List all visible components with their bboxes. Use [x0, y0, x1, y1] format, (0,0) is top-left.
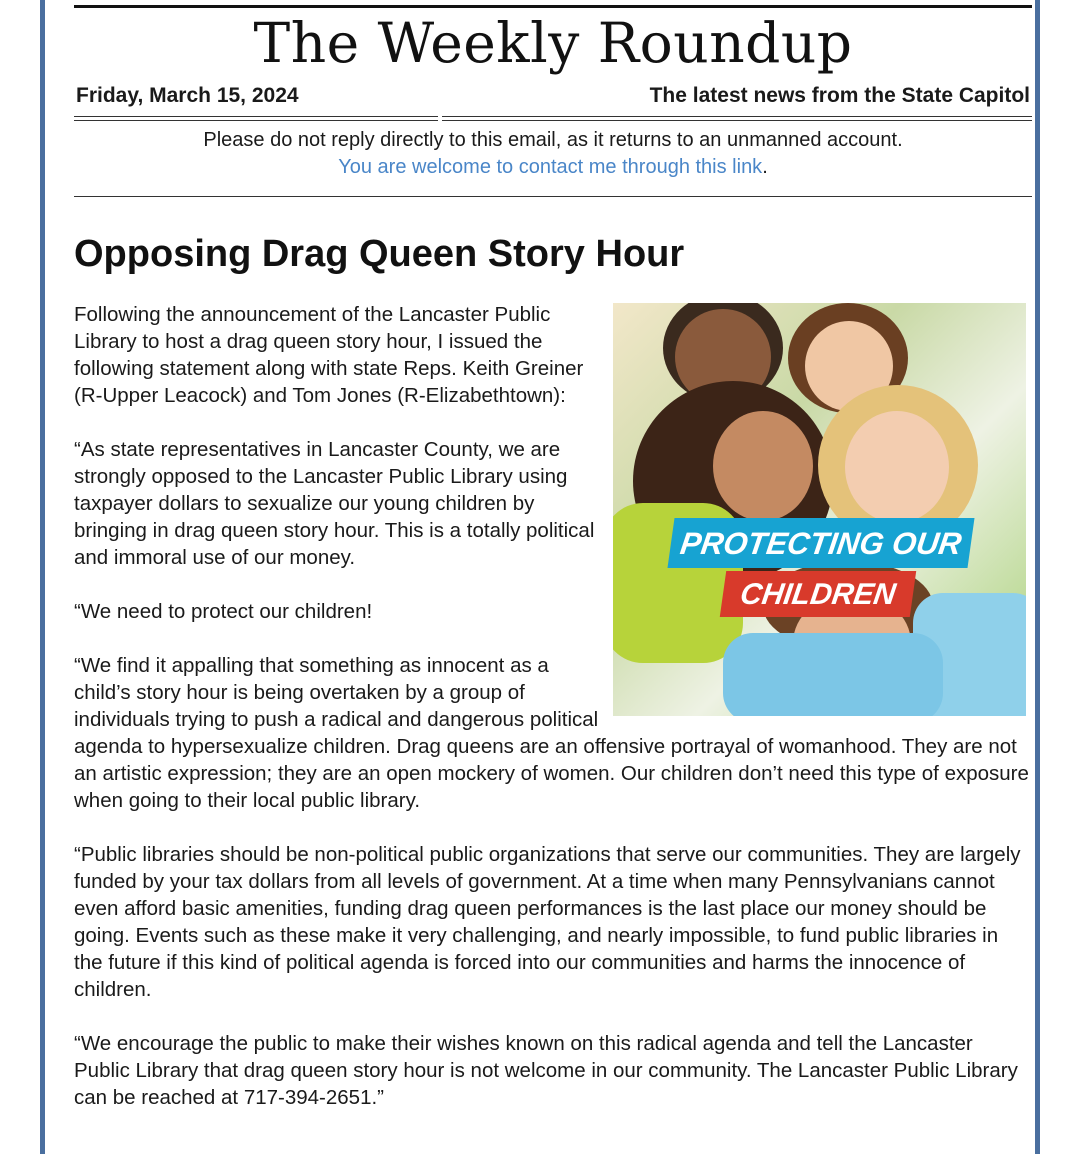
- paragraph-2: “As state representatives in Lancaster County, we are strongly opposed to the Lancaster Public Library using taxpayer dollars to sexualize our young children by bringing in drag queen story hour. This is a totally political and immoral use of our money.: [74, 438, 595, 570]
- newsletter-sheet: [74, 0, 1032, 1138]
- banner-children: CHILDREN: [720, 571, 916, 617]
- section-divider: [74, 196, 1032, 197]
- paragraph-4: “We find it appalling that something as innocent as a child’s story hour is being overtaken by a group of individuals trying to push a radical and dangerous political agenda to hypersexualize children. Drag queens are an offensive portrayal of womanhood. They are not an artistic expression; they are an open mockery of women. Our children don’t need this type of exposure when going to their local public library.: [74, 654, 1029, 813]
- page-frame-left: [40, 0, 45, 1154]
- page-frame-right: [1035, 0, 1040, 1154]
- paragraph-1: Following the announcement of the Lancaster Public Library to host a drag queen story hour, I issued the following statement along with state Reps. Keith Greiner (R-Upper Leacock) and Tom Jones (R-Elizabethtown):: [74, 303, 584, 408]
- article-body: [74, 301, 1032, 1111]
- link-suffix: .: [762, 156, 768, 178]
- banner-protecting: PROTECTING OUR: [667, 518, 974, 568]
- issue-date: Friday, March 15, 2024: [76, 84, 299, 107]
- top-rule: [74, 5, 1032, 8]
- paragraph-5: “Public libraries should be non-political public organizations that serve our communities. They are largely funded by your tax dollars from all levels of government. At a time when many Pennsylvanians cannot even afford basic amenities, funding drag queen performances is the last place our money should be going. Events such as these make it very challenging, and nearly impossible, to fund public libraries in the future if this kind of political agenda is forced into our communities and harms the innocence of children.: [74, 843, 1021, 1002]
- paragraph-3: “We need to protect our children!: [74, 600, 373, 624]
- contact-link[interactable]: You are welcome to contact me through this link: [338, 156, 763, 178]
- article-headline: Opposing Drag Queen Story Hour: [74, 233, 685, 275]
- newsletter-title: The Weekly Roundup: [253, 11, 853, 75]
- notice-text: Please do not reply directly to this email, as it returns to an unmanned account.: [203, 129, 903, 151]
- paragraph-6: “We encourage the public to make their wishes known on this radical agenda and tell the Lancaster Public Library that drag queen story hour is not welcome in our community. The Lancaster Public Library can be reached at 717-394-2651.”: [74, 1032, 1018, 1110]
- reply-notice: [74, 127, 1032, 181]
- dateline: [74, 84, 1032, 108]
- tagline: The latest news from the State Capitol: [649, 84, 1030, 107]
- children-photo: [613, 303, 1026, 716]
- double-rule: [74, 116, 1032, 121]
